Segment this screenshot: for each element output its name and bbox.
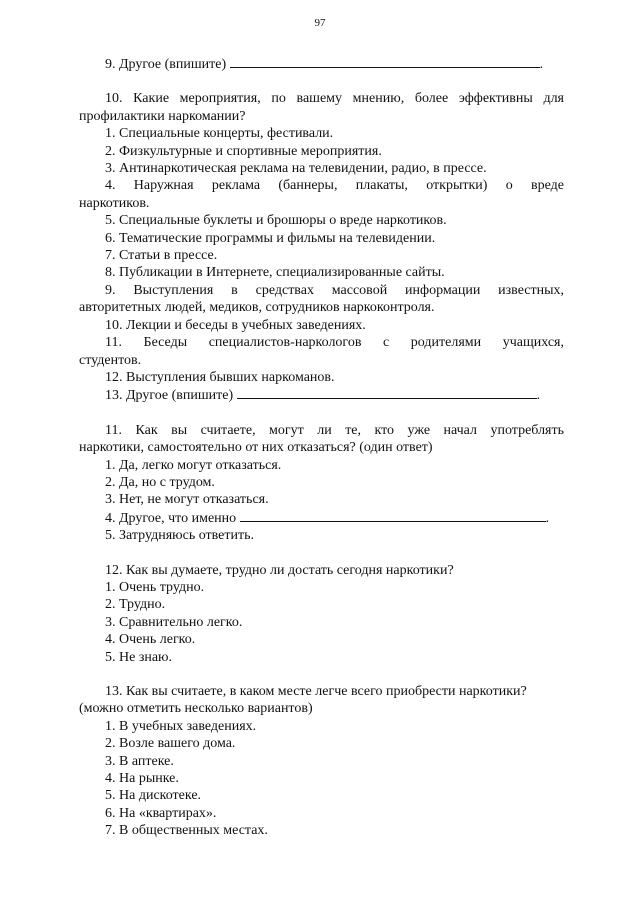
question-10 <box>79 90 564 404</box>
question-text: 10. Какие мероприятия, по вашему мнению, более эффективны для <box>105 91 564 107</box>
list-item: 5. Не знаю. <box>105 649 173 665</box>
q10-answer-blank[interactable] <box>237 386 537 399</box>
list-item: 1. Да, легко могут отказаться. <box>105 457 282 473</box>
list-item-continued: наркотиков. <box>79 195 150 211</box>
question-text: наркотики, самостоятельно от них отказаться? (один ответ) <box>79 440 433 456</box>
question-text: (можно отметить несколько вариантов) <box>79 701 313 717</box>
list-item: 3. Сравнительно легко. <box>105 614 243 630</box>
list-item: 5. На дискотеке. <box>105 788 202 804</box>
question-text: профилактики наркомании? <box>79 108 246 124</box>
list-item: 2. Возле вашего дома. <box>105 736 236 752</box>
q11-answer-blank[interactable] <box>240 509 546 522</box>
list-item: 7. В общественных местах. <box>105 823 268 839</box>
page-number: 97 <box>314 17 326 29</box>
list-item: 5. Специальные буклеты и брошюры о вреде наркотиков. <box>105 213 447 229</box>
q10-other-label: 13. Другое (впишите) <box>105 388 234 404</box>
question-text: 11. Как вы считаете, могут ли те, кто уже начал употреблять <box>105 422 564 438</box>
list-item: 1. Очень трудно. <box>105 579 205 595</box>
q9-answer-blank[interactable] <box>230 55 540 68</box>
list-item: 6. Тематические программы и фильмы на телевидении. <box>105 230 436 246</box>
list-item: 2. Трудно. <box>105 597 166 613</box>
q10-other-line: 13. Другое (впишите) . <box>105 388 541 404</box>
list-item: 5. Затрудняюсь ответить. <box>105 528 254 544</box>
list-item: 8. Публикации в Интернете, специализированные сайты. <box>105 265 445 281</box>
list-item: 4. На рынке. <box>105 771 179 787</box>
list-item: 3. В аптеке. <box>105 753 174 769</box>
list-item: 1. В учебных заведениях. <box>105 718 257 734</box>
question-text: 13. Как вы считаете, в каком месте легче всего приобрести наркотики? <box>105 684 527 699</box>
q9-other-label: 9. Другое (впишите) <box>105 57 227 72</box>
list-item: 6. На «квартирах». <box>105 805 217 821</box>
q11-other-line: 4. Другое, что именно . <box>105 510 550 526</box>
list-item: 2. Физкультурные и спортивные мероприятия. <box>105 143 382 159</box>
list-item: 3. Нет, не могут отказаться. <box>105 492 269 508</box>
list-item-continued: студентов. <box>79 352 142 368</box>
list-item: 1. Специальные концерты, фестивали. <box>105 126 334 142</box>
question-11 <box>79 422 564 545</box>
list-item: 4. Наружная реклама (баннеры, плакаты, открытки) о вреде <box>105 178 564 194</box>
q9-other-line: 9. Другое (впишите) . <box>105 57 544 72</box>
question-12 <box>79 562 564 666</box>
questionnaire-page <box>79 55 564 840</box>
question-text: 12. Как вы думаете, трудно ли достать сегодня наркотики? <box>105 562 454 578</box>
list-item: 7. Статьи в прессе. <box>105 248 218 264</box>
list-item-continued: авторитетных людей, медиков, сотрудников наркоконтроля. <box>79 300 435 316</box>
list-item: 10. Лекции и беседы в учебных заведениях. <box>105 317 366 333</box>
list-item: 4. Очень легко. <box>105 632 196 648</box>
list-item: 11. Беседы специалистов-наркологов с родителями учащихся, <box>105 335 564 351</box>
q11-other-label: 4. Другое, что именно <box>105 510 237 526</box>
list-item: 3. Антинаркотическая реклама на телевидении, радио, в прессе. <box>105 161 487 177</box>
list-item: 9. Выступления в средствах массовой информации известных, <box>105 282 564 298</box>
question-13 <box>79 683 564 840</box>
list-item: 12. Выступления бывших наркоманов. <box>105 369 335 385</box>
list-item: 2. Да, но с трудом. <box>105 474 215 490</box>
